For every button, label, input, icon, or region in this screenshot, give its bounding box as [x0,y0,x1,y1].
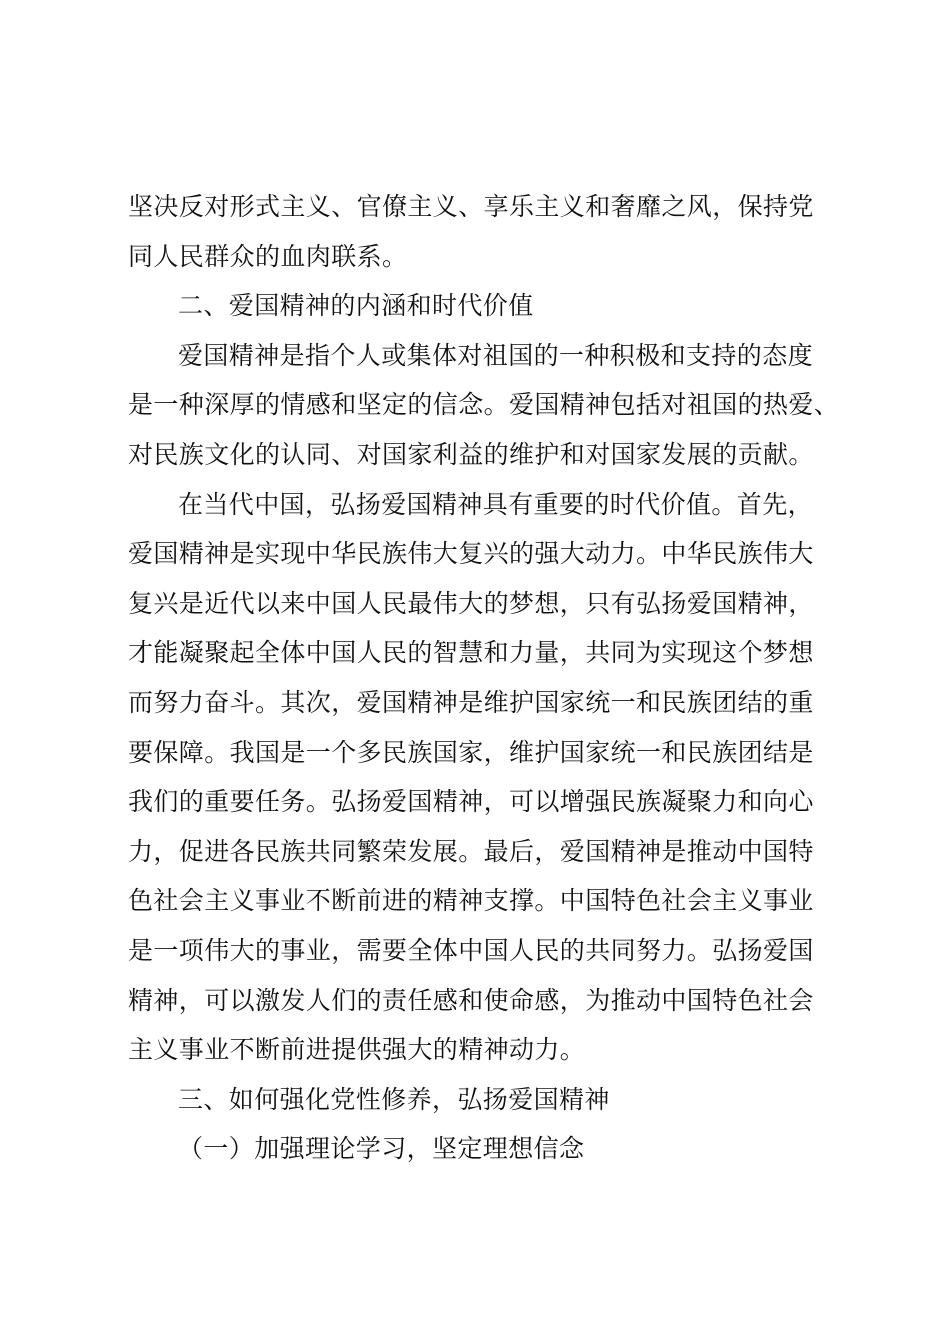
text-line: 要保障。我国是一个多民族国家，维护国家统一和民族团结是 [128,737,814,767]
document-body [128,182,838,1174]
text-line: 而努力奋斗。其次，爱国精神是维护国家统一和民族团结的重 [128,687,814,717]
text-line: 爱国精神是指个人或集体对祖国的一种积极和支持的态度 [178,340,814,370]
text-line: 我们的重要任务。弘扬爱国精神，可以增强民族凝聚力和向心 [128,787,814,817]
text-line: 坚决反对形式主义、官僚主义、享乐主义和奢靡之风，保持党 [128,192,814,221]
subsection-heading: （一）加强理论学习，坚定理想信念 [178,1134,585,1164]
section-heading: 三、如何强化党性修养，弘扬爱国精神 [178,1084,610,1114]
section-heading: 二、爱国精神的内涵和时代价值 [178,291,534,321]
text-line: 才能凝聚起全体中国人民的智慧和力量，共同为实现这个梦想 [128,638,814,668]
text-line: 力，促进各民族共同繁荣发展。最后，爱国精神是推动中国特 [128,836,814,866]
text-line: 主义事业不断前进提供强大的精神动力。 [128,1035,586,1065]
text-line: 对民族文化的认同、对国家利益的维护和对国家发展的贡献。 [128,439,814,469]
text-line: 是一项伟大的事业，需要全体中国人民的共同努力。弘扬爱国 [128,935,814,965]
text-line: 复兴是近代以来中国人民最伟大的梦想，只有弘扬爱国精神， [128,588,814,618]
text-line: 色社会主义事业不断前进的精神支撑。中国特色社会主义事业 [128,886,814,916]
text-line: 精神，可以激发人们的责任感和使命感，为推动中国特色社会 [128,985,814,1015]
text-line: 是一种深厚的情感和坚定的信念。爱国精神包括对祖国的热爱、 [128,390,840,420]
text-line: 爱国精神是实现中华民族伟大复兴的强大动力。中华民族伟大 [128,539,814,569]
text-line: 在当代中国，弘扬爱国精神具有重要的时代价值。首先， [178,489,814,519]
text-line: 同人民群众的血肉联系。 [128,241,408,271]
